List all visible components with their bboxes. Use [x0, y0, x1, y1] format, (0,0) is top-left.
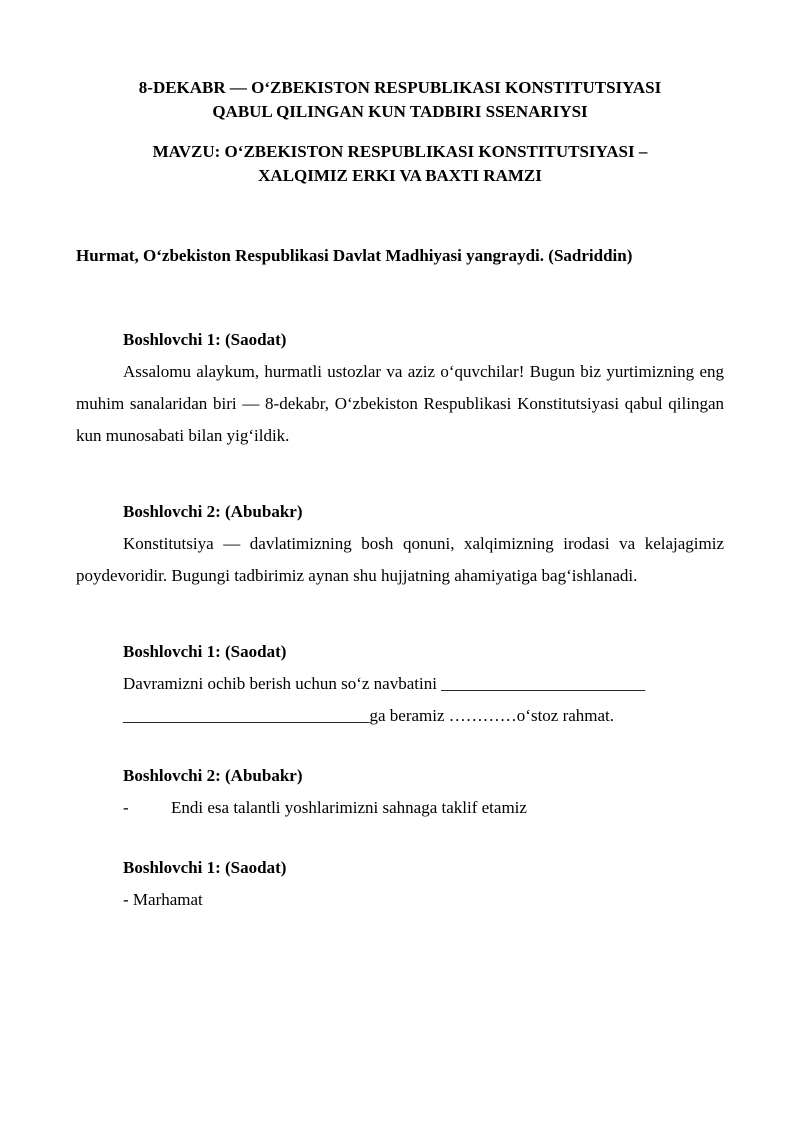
- anthem-announcement: Hurmat, O‘zbekiston Respublikasi Davlat Madhiyasi yangraydi. (Sadriddin): [76, 246, 633, 265]
- speaker-text: Assalomu alaykum, hurmatli ustozlar va aziz o‘quvchilar! Bugun biz yurtimizning eng muhim sanalaridan biri — 8-dekabr, O‘zbekiston Respublikasi Konstitutsiyasi qabul qilingan kun munosabati bilan yig‘ildik.: [76, 362, 724, 445]
- speaker-text-line-1: Davramizni ochib berish uchun so‘z navbatini ________________________: [123, 674, 646, 693]
- script-section-1: [76, 328, 724, 452]
- script-section-2: [76, 500, 724, 592]
- speaker-label: Boshlovchi 2: (Abubakr): [123, 502, 303, 521]
- speaker-label: Boshlovchi 1: (Saodat): [123, 858, 287, 877]
- document-topic: [76, 140, 724, 188]
- speaker-text: - Marhamat: [123, 890, 203, 909]
- script-section-4: [76, 764, 724, 824]
- script-section-3: [76, 640, 724, 732]
- speaker-label: Boshlovchi 2: (Abubakr): [123, 766, 303, 785]
- list-item-text: Endi esa talantli yoshlarimizni sahnaga taklif etamiz: [171, 798, 527, 817]
- document-title-line-1: 8-DEKABR — O‘ZBEKISTON RESPUBLIKASI KONSTITUTSIYASI: [138, 78, 662, 97]
- document-topic-line-2: XALQIMIZ ERKI VA BAXTI RAMZI: [258, 166, 542, 185]
- document-title-line-2: QABUL QILINGAN KUN TADBIRI SSENARIYSI: [212, 102, 588, 121]
- document-topic-line-1: MAVZU: O‘ZBEKISTON RESPUBLIKASI KONSTITUTSIYASI –: [152, 142, 648, 161]
- speaker-label: Boshlovchi 1: (Saodat): [123, 330, 287, 349]
- speaker-text: Konstitutsiya — davlatimizning bosh qonuni, xalqimizning irodasi va kelajagimiz poydevoridir. Bugungi tadbirimiz aynan shu hujjatning ahamiyatiga bag‘ishlanadi.: [76, 534, 724, 585]
- script-section-5: [76, 856, 724, 916]
- speaker-label: Boshlovchi 1: (Saodat): [123, 642, 287, 661]
- list-dash: -: [123, 798, 129, 817]
- list-item: [76, 792, 724, 824]
- speaker-text-line-2: _____________________________ga beramiz …………o‘stoz rahmat.: [123, 706, 615, 725]
- document-title: [76, 76, 724, 124]
